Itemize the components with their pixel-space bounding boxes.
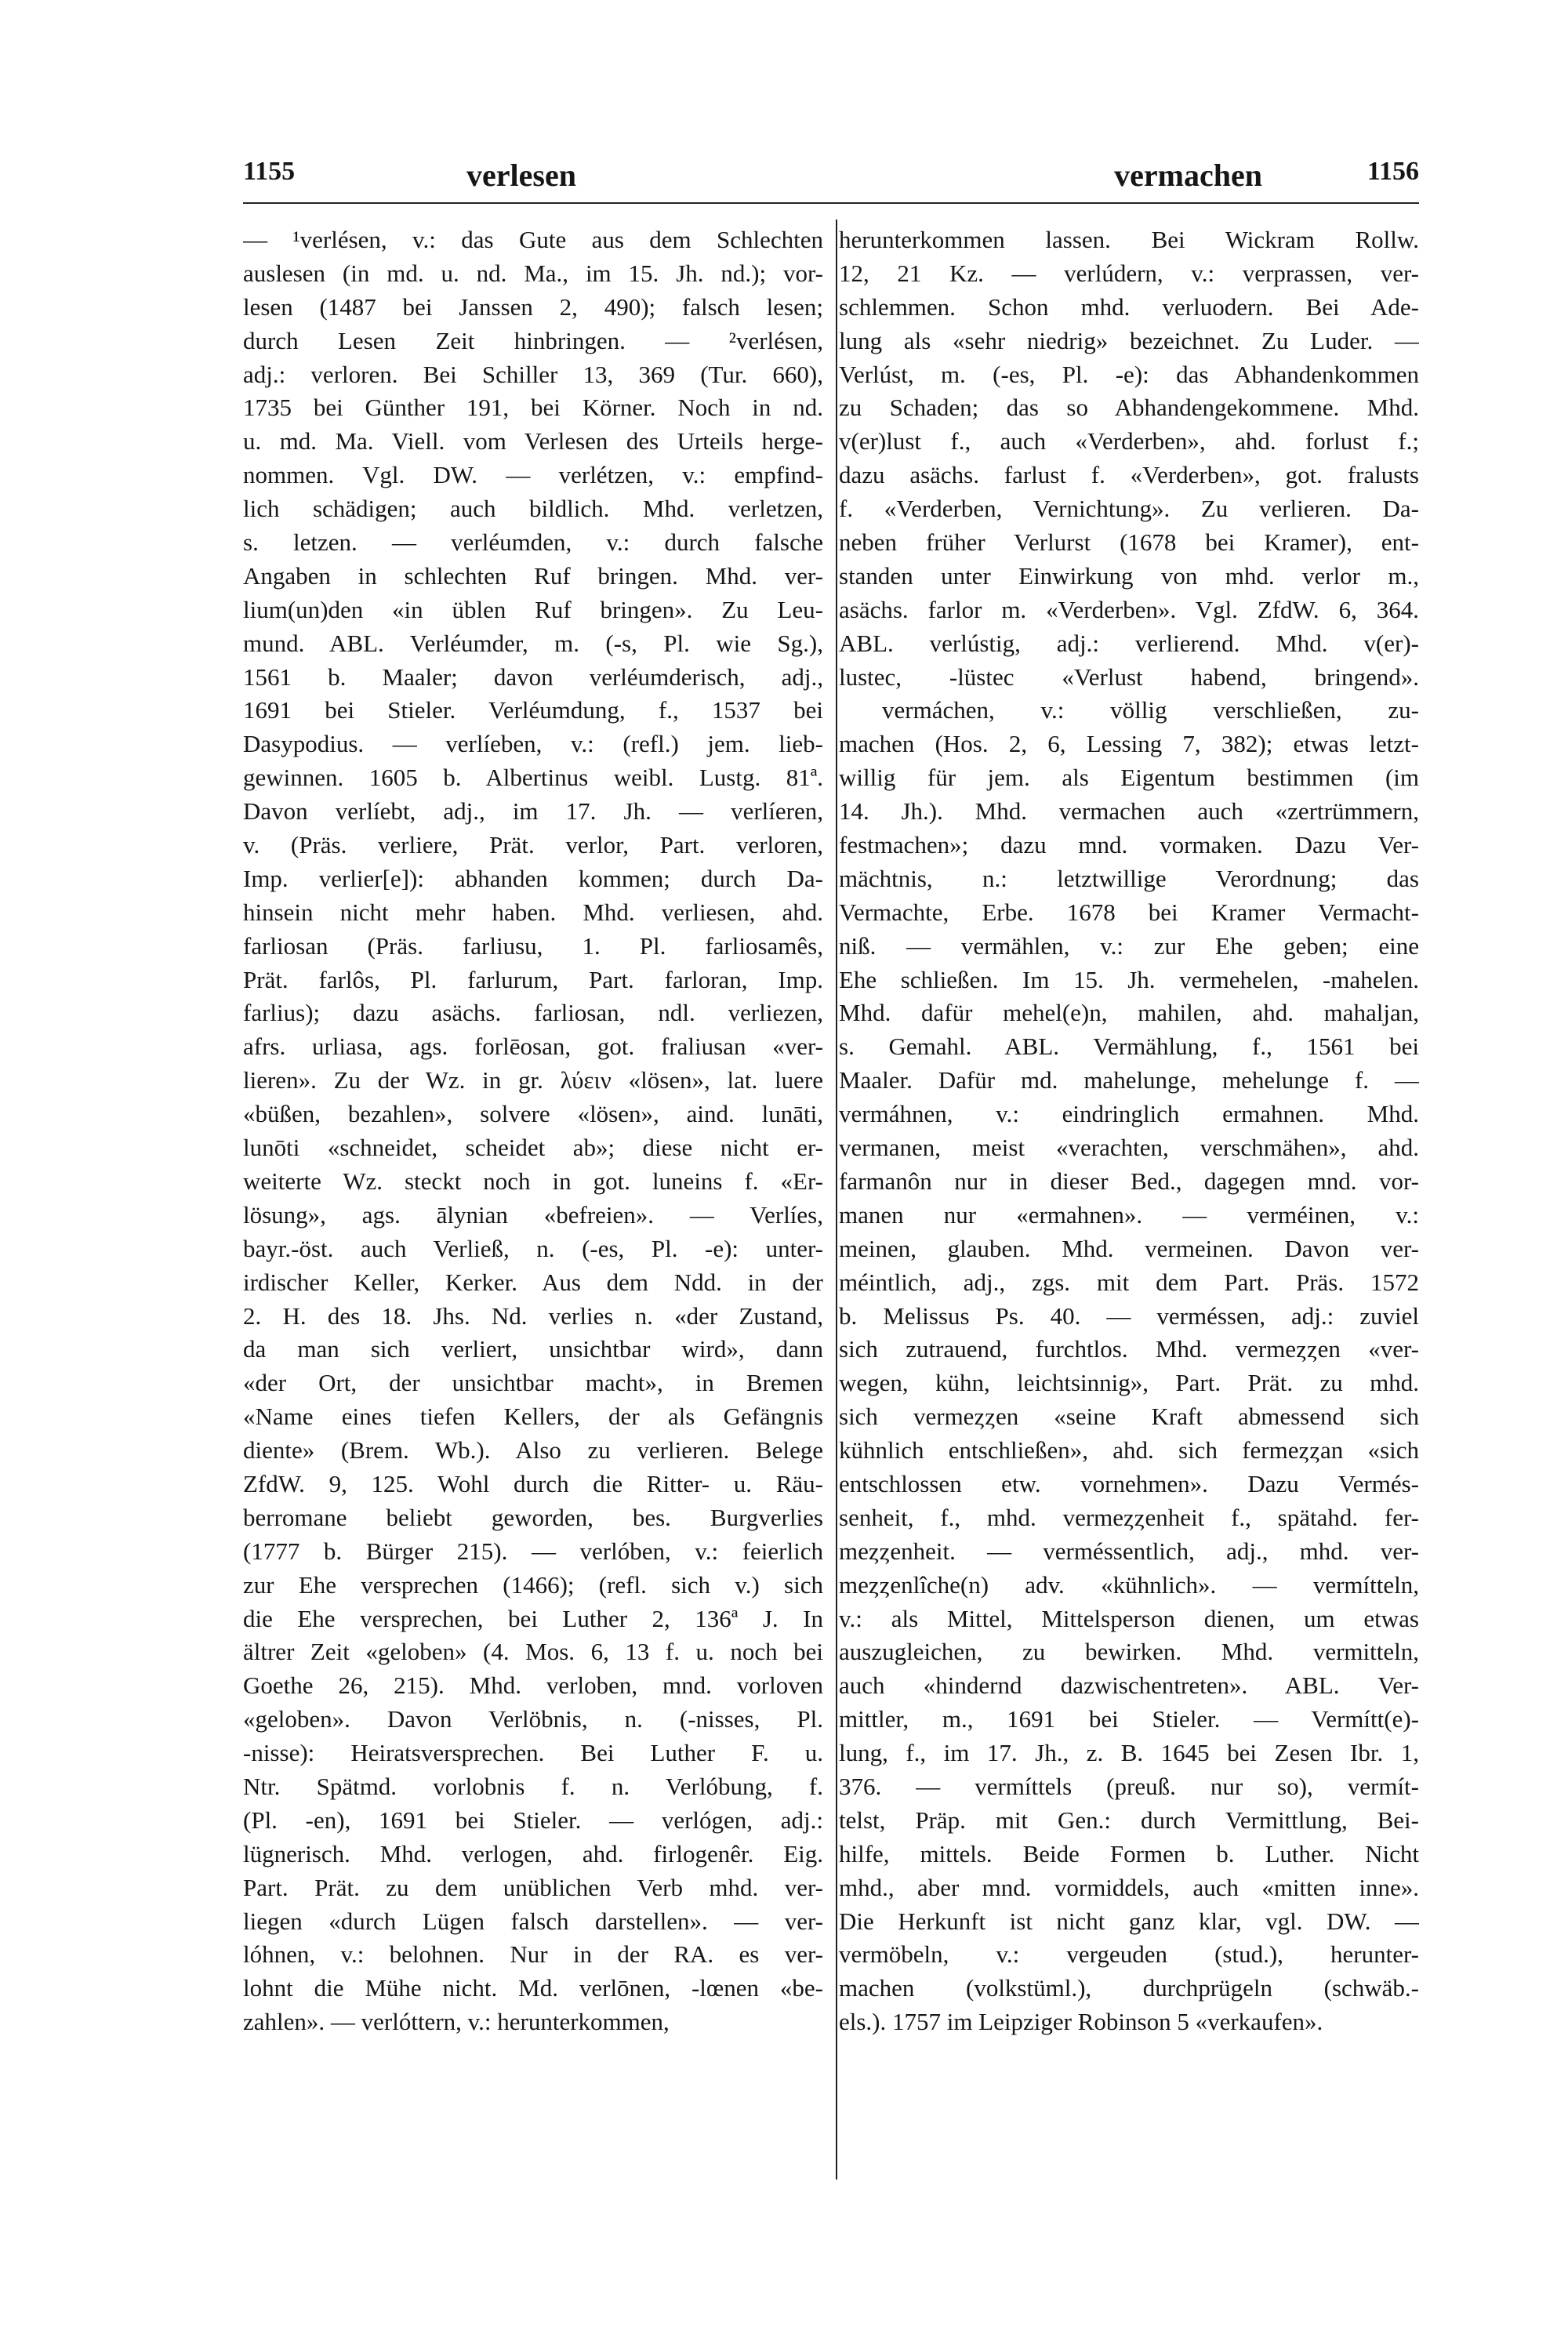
text-line: schlemmen. Schon mhd. verluodern. Bei Ade- <box>839 292 1419 321</box>
text-line: farlius); dazu asächs. farliosan, ndl. verliezen, <box>243 999 823 1027</box>
text-line: mächtnis, n.: letztwillige Verordnung; das <box>839 864 1419 892</box>
text-line: b. Melissus Ps. 40. — verméssen, adj.: zuviel <box>839 1301 1419 1330</box>
text-line: lich schädigen; auch bildlich. Mhd. verletzen, <box>243 495 823 523</box>
text-line: 2. H. des 18. Jhs. Nd. verlies n. «der Zustand, <box>243 1301 823 1330</box>
text-line: diente» (Brem. Wb.). Also zu verlieren. Belege <box>243 1436 823 1465</box>
text-line: lung, f., im 17. Jh., z. B. 1645 bei Zesen Ibr. 1, <box>839 1739 1419 1767</box>
running-header <box>243 157 1419 198</box>
text-line: telst, Präp. mit Gen.: durch Vermittlung, Bei- <box>839 1806 1419 1834</box>
text-line: asächs. farlor m. «Verderben». Vgl. ZfdW. 6, 364. <box>839 595 1419 623</box>
text-line: «Name eines tiefen Kellers, der als Gefängnis <box>243 1403 823 1431</box>
text-line: 1691 bei Stieler. Verléumdung, f., 1537 bei <box>243 696 823 724</box>
text-line: meinen, glauben. Mhd. vermeinen. Davon ver- <box>839 1234 1419 1262</box>
text-line: sich zutrauend, furchtlos. Mhd. vermeȥȥen «ver- <box>839 1335 1419 1363</box>
text-line: els.). 1757 im Leipziger Robinson 5 «verkaufen». <box>839 2008 1323 2036</box>
text-line: vermáchen, v.: völlig verschließen, zu- <box>882 696 1419 724</box>
text-line: lustec, -lüstec «Verlust habend, bringend». <box>839 662 1419 691</box>
text-line: Maaler. Dafür md. mahelunge, mehelunge f. — <box>839 1066 1419 1094</box>
text-line: auch «hindernd dazwischentreten». ABL. Ver- <box>839 1671 1419 1700</box>
text-line: weiterte Wz. steckt noch in got. luneins f. «Er- <box>243 1167 823 1195</box>
text-line: Ntr. Spätmd. vorlobnis f. n. Verlóbung, f. <box>243 1772 823 1800</box>
text-line: v.: als Mittel, Mittelsperson dienen, um etwas <box>839 1604 1419 1632</box>
text-line: irdischer Keller, Kerker. Aus dem Ndd. in der <box>243 1268 823 1296</box>
text-line: meȥȥenlîche(n) adv. «kühnlich». — vermítteln, <box>839 1570 1419 1599</box>
text-line: 1735 bei Günther 191, bei Körner. Noch in nd. <box>243 394 823 422</box>
text-line: mhd., aber mnd. vormiddels, auch «mitten inne». <box>839 1873 1419 1901</box>
text-line: ZfdW. 9, 125. Wohl durch die Ritter- u. Räu- <box>243 1469 823 1497</box>
text-line: s. letzen. — verléumden, v.: durch falsche <box>243 528 823 557</box>
text-line: vermáhnen, v.: eindringlich ermahnen. Mhd. <box>839 1100 1419 1128</box>
text-line: manen nur «ermahnen». — verméinen, v.: <box>839 1200 1419 1229</box>
text-line: 14. Jh.). Mhd. vermachen auch «zertrümmern, <box>839 797 1419 826</box>
text-line: gewinnen. 1605 b. Albertinus weibl. Lustg. 81ª. <box>243 764 823 792</box>
text-line: — ¹verlésen, v.: das Gute aus dem Schlechten <box>243 226 823 253</box>
text-line: Angaben in schlechten Ruf bringen. Mhd. ver- <box>243 561 823 590</box>
text-line: herunterkommen lassen. Bei Wickram Rollw. <box>839 226 1419 253</box>
text-line: auszugleichen, zu bewirken. Mhd. vermitteln, <box>839 1638 1419 1666</box>
text-line: v. (Präs. verliere, Prät. verlor, Part. verloren, <box>243 831 823 859</box>
text-line: zahlen». — verlóttern, v.: herunterkommen, <box>243 2008 670 2036</box>
text-line: v(er)lust f., auch «Verderben», ahd. forlust f.; <box>839 427 1419 456</box>
text-line: mittler, m., 1691 bei Stieler. — Vermítt(e)- <box>839 1705 1419 1733</box>
text-line: lieren». Zu der Wz. in gr. λύειν «lösen», lat. luere <box>243 1066 823 1094</box>
text-line: Part. Prät. zu dem unüblichen Verb mhd. ver- <box>243 1873 823 1901</box>
text-line: Davon verlíebt, adj., im 17. Jh. — verlíeren, <box>243 797 823 826</box>
text-line: lung als «sehr niedrig» bezeichnet. Zu Luder. — <box>839 326 1419 354</box>
text-line: festmachen»; dazu mnd. vormaken. Dazu Ver- <box>839 831 1419 859</box>
text-line: 12, 21 Kz. — verlúdern, v.: verprassen, ver- <box>839 259 1419 287</box>
text-line: lunōti «schneidet, scheidet ab»; diese nicht er- <box>243 1134 823 1162</box>
text-line: (1777 b. Bürger 215). — verlóben, v.: feierlich <box>243 1537 823 1565</box>
page-number-left: 1155 <box>243 157 296 186</box>
text-line: «der Ort, der unsichtbar macht», in Bremen <box>243 1369 823 1397</box>
text-line: zu Schaden; das so Abhandengekommene. Mhd. <box>839 394 1419 422</box>
text-line: senheit, f., mhd. vermeȥȥenheit f., spätahd. fer- <box>839 1503 1419 1531</box>
text-line: standen unter Einwirkung von mhd. verlor m., <box>839 561 1419 590</box>
text-line: farliosan (Präs. farliusu, 1. Pl. farliosamês, <box>243 931 823 960</box>
text-line: Ehe schließen. Im 15. Jh. vermehelen, -mahelen. <box>839 965 1419 993</box>
text-line: liegen «durch Lügen falsch darstellen». — ver- <box>243 1907 823 1935</box>
text-line: vermöbeln, v.: vergeuden (stud.), herunter- <box>839 1940 1419 1969</box>
text-line: ältrer Zeit «geloben» (4. Mos. 6, 13 f. u. noch bei <box>243 1638 823 1666</box>
text-line: sich vermeȥȥen «seine Kraft abmessend sich <box>839 1403 1419 1431</box>
text-line: f. «Verderben, Vernichtung». Zu verlieren. Da- <box>839 495 1419 523</box>
text-line: hinsein nicht mehr haben. Mhd. verliesen, ahd. <box>243 898 823 926</box>
text-line: afrs. urliasa, ags. forlēosan, got. fraliusan «ver- <box>243 1033 823 1061</box>
text-line: lösung», ags. ālynian «befreien». — Verlíes, <box>243 1200 823 1229</box>
text-line: (Pl. -en), 1691 bei Stieler. — verlógen, adj.: <box>243 1806 823 1834</box>
text-line: durch Lesen Zeit hinbringen. — ²verlésen, <box>243 326 823 354</box>
text-line: ABL. verlústig, adj.: verlierend. Mhd. v(er)- <box>839 629 1419 657</box>
running-headword-left: verlesen <box>466 158 576 193</box>
text-line: die Ehe versprechen, bei Luther 2, 136ª J. In <box>243 1604 823 1632</box>
text-line: machen (volkstüml.), durchprügeln (schwäb.- <box>839 1974 1419 2002</box>
text-line: adj.: verloren. Bei Schiller 13, 369 (Tur. 660), <box>243 360 823 388</box>
text-line: Verlúst, m. (-es, Pl. -e): das Abhandenkommen <box>839 360 1419 388</box>
text-line: zur Ehe versprechen (1466); (refl. sich v.) sich <box>243 1570 823 1599</box>
left-column <box>243 223 823 2039</box>
text-line: «geloben». Davon Verlöbnis, n. (-nisses, Pl. <box>243 1705 823 1733</box>
text-line: nommen. Vgl. DW. — verlétzen, v.: empfind- <box>243 461 823 489</box>
text-line: entschlossen etw. vornehmen». Dazu Vermés- <box>839 1469 1419 1497</box>
text-line: farmanôn nur in dieser Bed., dagegen mnd. vor- <box>839 1167 1419 1195</box>
text-line: hilfe, mittels. Beide Formen b. Luther. Nicht <box>839 1839 1419 1867</box>
header-rule <box>243 202 1419 204</box>
text-line: -nisse): Heiratsversprechen. Bei Luther F. u. <box>243 1739 823 1767</box>
text-line: lügnerisch. Mhd. verlogen, ahd. firlogenêr. Eig. <box>243 1839 823 1867</box>
text-line: Mhd. dafür mehel(e)n, mahilen, ahd. mahaljan, <box>839 999 1419 1027</box>
text-line: da man sich verliert, unsichtbar wird», dann <box>243 1335 823 1363</box>
text-line: berromane beliebt geworden, bes. Burgverlies <box>243 1503 823 1531</box>
text-line: bayr.-öst. auch Verließ, n. (-es, Pl. -e): unter- <box>243 1234 823 1262</box>
text-line: machen (Hos. 2, 6, Lessing 7, 382); etwas letzt- <box>839 730 1419 758</box>
text-line: neben früher Verlurst (1678 bei Kramer), ent- <box>839 528 1419 557</box>
text-line: lesen (1487 bei Janssen 2, 490); falsch lesen; <box>243 292 823 321</box>
column-divider <box>836 220 837 2180</box>
text-line: lium(un)den «in üblen Ruf bringen». Zu Leu- <box>243 595 823 623</box>
text-line: Goethe 26, 215). Mhd. verloben, mnd. vorloven <box>243 1671 823 1700</box>
text-line: Die Herkunft ist nicht ganz klar, vgl. DW. — <box>839 1907 1419 1935</box>
text-line: s. Gemahl. ABL. Vermählung, f., 1561 bei <box>839 1033 1419 1061</box>
text-line: Imp. verlier[e]): abhanden kommen; durch Da- <box>243 864 823 892</box>
right-column <box>839 223 1419 2039</box>
text-line: «büßen, bezahlen», solvere «lösen», aind. lunāti, <box>243 1100 823 1128</box>
text-line: lohnt die Mühe nicht. Md. verlōnen, -lœnen «be- <box>243 1974 823 2002</box>
text-line: willig für jem. als Eigentum bestimmen (im <box>839 764 1419 792</box>
text-line: Vermachte, Erbe. 1678 bei Kramer Vermacht- <box>839 898 1419 926</box>
text-line: wegen, kühn, leichtsinnig», Part. Prät. zu mhd. <box>839 1369 1419 1397</box>
text-line: auslesen (in md. u. nd. Ma., im 15. Jh. nd.); vor- <box>243 259 823 287</box>
text-line: Dasypodius. — verlíeben, v.: (refl.) jem. lieb- <box>243 730 823 758</box>
text-line: meȥȥenheit. — verméssentlich, adj., mhd. ver- <box>839 1537 1419 1565</box>
running-headword-right: vermachen <box>1114 158 1262 193</box>
text-line: méintlich, adj., zgs. mit dem Part. Präs. 1572 <box>839 1268 1419 1296</box>
text-line: dazu asächs. farlust f. «Verderben», got. fralusts <box>839 461 1419 489</box>
text-line: mund. ABL. Verléumder, m. (-s, Pl. wie Sg.), <box>243 629 823 657</box>
text-line: 376. — vermíttels (preuß. nur so), vermít- <box>839 1772 1419 1800</box>
text-line: lóhnen, v.: belohnen. Nur in der RA. es ver- <box>243 1940 823 1969</box>
text-line: niß. — vermählen, v.: zur Ehe geben; eine <box>839 931 1419 960</box>
text-line: kühnlich entschließen», ahd. sich fermeȥȥan «sich <box>839 1436 1419 1465</box>
text-line: u. md. Ma. Viell. vom Verlesen des Urteils herge- <box>243 427 823 456</box>
page-number-right: 1156 <box>1367 157 1419 186</box>
text-line: 1561 b. Maaler; davon verléumderisch, adj., <box>243 662 823 691</box>
text-line: vermanen, meist «verachten, verschmähen», ahd. <box>839 1134 1419 1162</box>
text-line: Prät. farlôs, Pl. farlurum, Part. farloran, Imp. <box>243 965 823 993</box>
